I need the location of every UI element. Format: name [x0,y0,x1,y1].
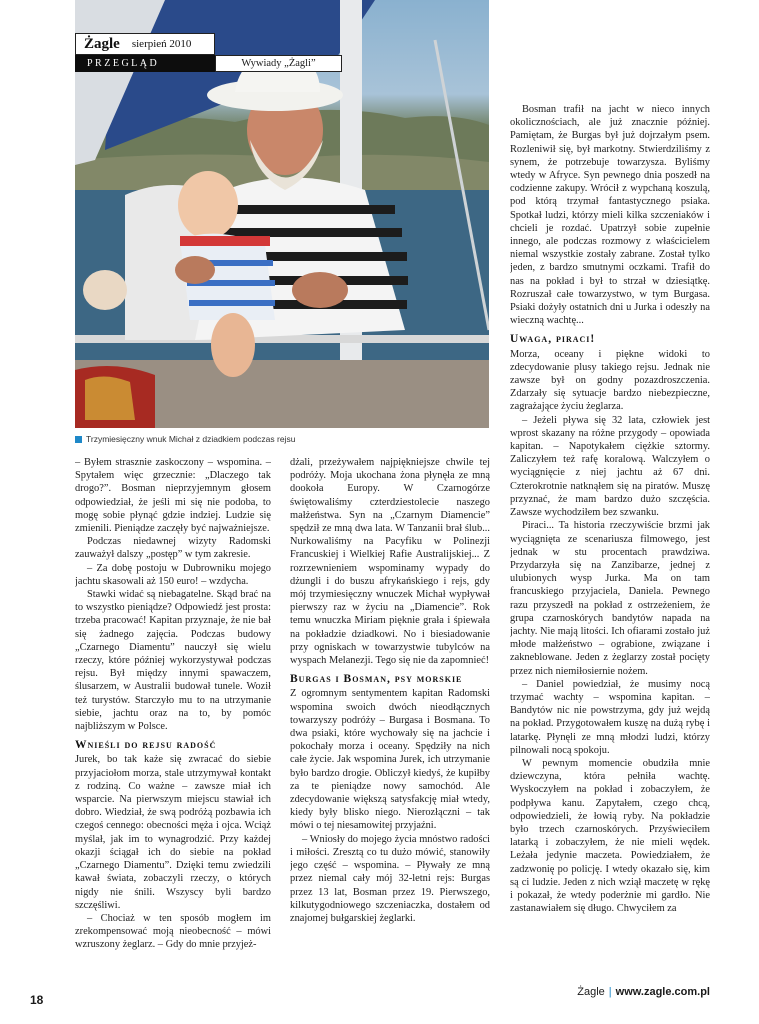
paragraph: W pewnym momencie obudziła mnie dziewczyna, która pełniła wachtę. Wyskoczyłem na pokład i zobaczyłem, że podpływa kanu. Zapytałem, czego chcą, odpowiedzieli, że łowią ryby. Na pokładzie było trzech czarnoskórych. Przyświeciłem latarką i zobaczyłem, że nie mieli wędek. Leżała jedynie maczeta. Powiedziałem, że zadzwonię po policję. I wtedy okazało się, kim są ci ludzie. Jeden z nich wziął maczetę w rękę i pokazał, że wtedy poderżnie mi gardło. Nie zastanawiałem się długo. Chwyciłem za [510,757,710,915]
paragraph: – Byłem strasznie zaskoczony – wspomina. – Spytałem więc grzecznie: „Dlaczego tak drogo?”. Bosman nieprzyjemnym głosem odpowiedział, że jeśli mi się nie podoba, to mogę sobie płynąć gdzie indziej. Ludzie się zmienili. Pieniądze zaczęły być najważniejsze. [75,457,271,535]
article-column-1 [75,456,271,966]
caption-square-icon [75,436,82,443]
caption-text: Trzymiesięczny wnuk Michał z dziadkiem podczas rejsu [86,434,296,444]
website-link[interactable]: www.zagle.com.pl [615,986,710,998]
paragraph: Bosman trafił na jacht w nieco innych okolicznościach, ale już znacznie później. Pamiętam, że Burgas był już dojrzałym psem. Rozleniwił się, był markotny. Stwierdziliśmy z synem, że potrzebuje towarzysza. Byliśmy wtedy w Afryce. Syn pewnego dnia poszedł na codzienne zakupy. Wrócił z wypchaną koszulą, pod którą trzymał fantastycznego psiaka. Spotkał ludzi, którzy mieli kilka szczeniaków i chcieli je rozdać. Upatrzył sobie zupełnie innego, ale podczas rozmowy z właścicielem niemal wszystkie zostały zabrane. Został tylko jeden, z bardzo smutnymi oczkami. Trafił do nas na pokład i był to strzał w dziesiątkę. Rozruszał całe towarzystwo, w tym Burgasa. Psiaki dożyły ostatnich dni u Jurka i odeszły na wieczną wachtę... [510,104,710,327]
paragraph: – Jeżeli pływa się 32 lata, człowiek jest wprost skazany na różne przygody – opowiada kapitan. – Napotykałem ciężkie sztormy. Zaliczyłem też rafę koralową. Walczyłem o wyciągnięcie z niej jachtu aż 67 dni. Czterokrotnie natknąłem się na piratów. Muszę przyznać, że mam bardzo dużo szczęścia. Zawsze wychodziłem bez szwanku. [510,414,710,519]
paragraph: – Chociaż w ten sposób mogłem im zrekompensować moją nieobecność – mówi wzruszony żeglarz. – Gdy do mnie przyjeż- [75,912,271,951]
paragraph: – Wniosły do mojego życia mnóstwo radości i miłości. Zresztą co tu dużo mówić, stanowiły jego część – wspomina. – Pływały ze mną przez niemal cały mój 32-letni rejs: Burgas przez 13 lat, Bosman przez 19. Pierwszego, kilkutygodniowego szczeniaczka, dostałem od znajomej bułgarskiej żeglarki. [290,833,490,924]
magazine-header [75,33,215,55]
paragraph: Podczas niedawnej wizyty Radomski zauważył dalszy „postęp” w tym zakresie. [75,536,271,561]
article-column-3 [510,103,710,968]
paragraph: Jurek, bo tak każe się zwracać do siebie przyjaciołom morza, stale utrzymywał kontakt z rodziną. Co ważne – zawsze miał ich wsparcie. Na pierwszym miejscu stawiał ich dobro. Wiedział, że swą podróżą pozbawia ich czegoś cennego: obecności męża i ojca. Wciąż myślał, jak im to wynagrodzić. Przy każdej okazji ściągał ich do siebie na pokład „Czarnego Diamentu”. Dzięki temu zwiedzili kawał świata, zobaczyli rzeczy, o których nigdy nie śnili. Wszyscy byli bardzo szczęśliwi. [75,754,271,911]
paragraph: Morza, oceany i piękne widoki to zdecydowanie plusy takiego rejsu. Jednak nie zawsze był on godny pozazdroszczenia. Zdarzały się sytuacje bardzo niebezpieczne, zagrażające życiu żeglarza. [510,348,710,413]
category-label: Wywiady „Żagli” [215,55,342,72]
article-column-2 [290,456,490,966]
footer-separator: | [608,986,612,998]
page-footer [560,986,710,998]
footer-magazine: Żagle [577,986,605,998]
paragraph: Z ogromnym sentymentem kapitan Radomski wspomina swoich dwóch nieodłącznych towarzyszy podróży – Burgasa i Bosmana. To dwa psiaki, które wychowały się na jachcie i pokochały morza i oceany. Spędziły na nich całe życie. Jak wspomina Jurek, ich utrzymanie było bardzo drogie. Obliczył kiedyś, że kupiłby za te pieniądze nowy samochód. Ale zdecydowanie większą satysfakcję miał wtedy, kiedy były blisko niego. Nierozłączni – tak mówi o tej niesamowitej przyjaźni. [290,688,490,832]
paragraph: – Za dobę postoju w Dubrowniku mojego jachtu skasowali aż 150 euro! – wzdycha. [75,562,271,587]
paragraph: Stawki widać są niebagatelne. Skąd brać na to wszystko pieniądze? Odpowiedź jest prosta: trzeba pracować! Kapitan przyznaje, że nie bał się żadnego zajęcia. Podczas budowy „Czarnego Diamentu” nauczył się wielu rzeczy, które później wykorzystywał podczas rejsu. Był między innymi spawaczem, ślusarzem, w Australii budował tunele. Woził też turystów. Starczyło mu to na utrzymanie siebie, jachtu oraz na to, by pomóc najbliższym w Polsce. [75,589,271,733]
subheading: Burgas i Bosman, psy morskie [290,673,463,686]
subheading: Wnieśli do rejsu radość [75,739,217,752]
paragraph: Piraci... Ta historia rzeczywiście brzmi jak wyciągnięta ze scenariusza filmowego, jest jednak w stu procentach prawdziwa. Przydarzyła się na Zanzibarze, jednej z ulubionych wysp Jurka. Ma on tam francuskiego przyjaciela, Daniela. Pewnego razu przyszedł na pokład z ostrzeżeniem, że grupa czarnoskórych bandytów napada na jachty. Nie mają litości. Ich ofiarami zostało już młode małżeństwo – ograbione, związane i zakneblowane. Jeden z żeglarzy został pocięty przez nich niemiłosiernie nożem. [510,520,710,677]
paragraph: – Daniel powiedział, że musimy nocą trzymać wachty – wspomina kapitan. – Bandytów nic nie powstrzyma, gdy już wejdą na pokład. Przygotowałem kuszę na dużą rybę i latarkę. Płynęli ze mną młodzi ludzi, którzy pilnowali nocą spokoju. [510,678,710,756]
paragraph: dżali, przeżywałem najpiękniejsze chwile tej podróży. Moja ukochana żona płynęła ze mną dookoła Europy. W Czarnogórze świętowaliśmy czterdziestolecie naszego małżeństwa. Syn na „Czarnym Diamencie” spędził ze mną dwa lata. W Tanzanii brał ślub... Nurkowaliśmy na Pacyfiku w Polinezji Francuskiej i Wielkiej Rafie Australijskiej... Z rozrzewnieniem wspominamy wypady do dżungli i do buszu afrykańskiego i rejs, gdy mój trzymiesięczny wnuczek Michał wypływał pierwszy raz w życiu na „Diamencie”. Rok temu wnuczka Miriam pięknie grała i śpiewała na pokładzie dziadkowi. No i biesiadowanie przy ogniskach w towarzystwie tubylców na wyspach Melanezji. Tego się nie da zapomnieć! [290,457,490,667]
section-label: PRZEGLĄD [75,55,215,72]
magazine-title: Żagle [84,35,120,52]
page-number: 18 [30,993,44,1007]
issue-date: sierpień 2010 [131,38,192,50]
photo-caption [75,433,489,445]
subheading: Uwaga, piraci! [510,333,596,346]
